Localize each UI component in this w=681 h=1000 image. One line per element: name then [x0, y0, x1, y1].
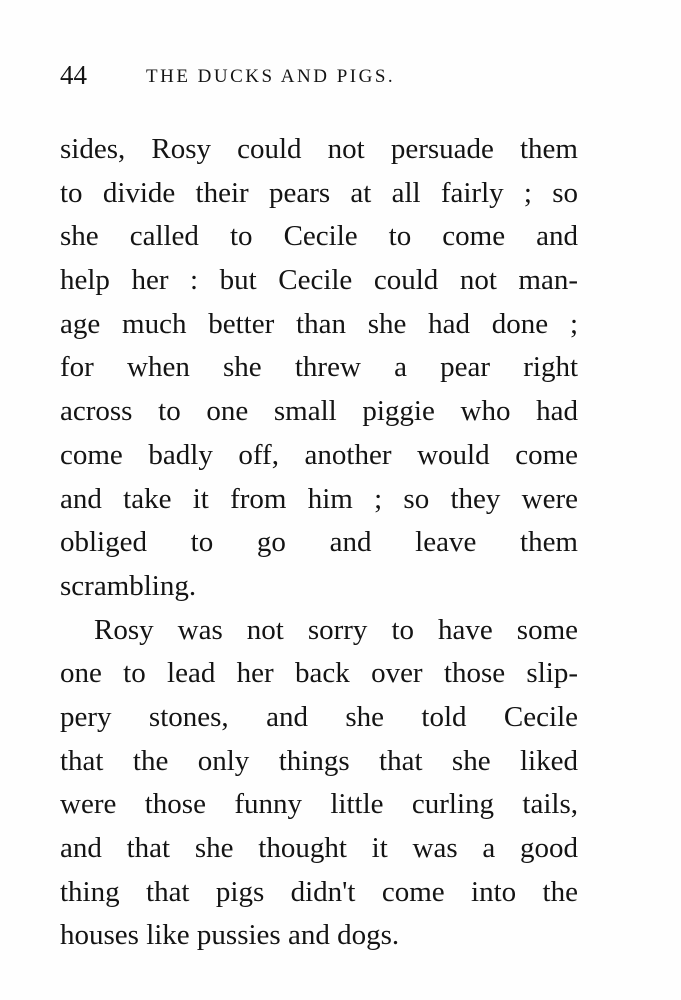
text-line: and take it from him ; so they were — [60, 482, 578, 515]
text-line: obliged to go and leave them — [60, 526, 578, 559]
text-line: for when she threw a pear right — [60, 351, 578, 384]
text-line: across to one small piggie who had — [60, 395, 578, 428]
text-line: and that she thought it was a good — [60, 832, 578, 864]
text-line: to divide their pears at all fairly ; so — [60, 176, 578, 209]
text-line: sides, Rosy could not persuade them — [60, 133, 578, 165]
running-head — [60, 58, 580, 92]
text-line: that the only things that she liked — [60, 744, 578, 777]
text-line: scrambling. — [60, 569, 197, 602]
text-line: age much better than she had done ; — [60, 307, 578, 340]
text-line: help her : but Cecile could not man- — [60, 264, 578, 297]
text-line: were those funny little curling tails, — [60, 788, 578, 821]
text-line: come badly off, another would come — [60, 438, 578, 471]
text-line: thing that pigs didn't come into the — [60, 875, 578, 908]
paragraph — [60, 128, 578, 609]
running-title: THE DUCKS AND PIGS. — [146, 66, 396, 87]
text-line: houses like pussies and dogs. — [60, 919, 400, 952]
text-line: one to lead her back over those slip- — [60, 657, 578, 690]
text-line: pery stones, and she told Cecile — [60, 700, 578, 733]
paragraph — [60, 609, 578, 959]
body-text — [60, 128, 578, 958]
text-line: she called to Cecile to come and — [60, 220, 578, 253]
page-number: 44 — [60, 60, 87, 90]
text-line: Rosy was not sorry to have some — [94, 613, 578, 646]
